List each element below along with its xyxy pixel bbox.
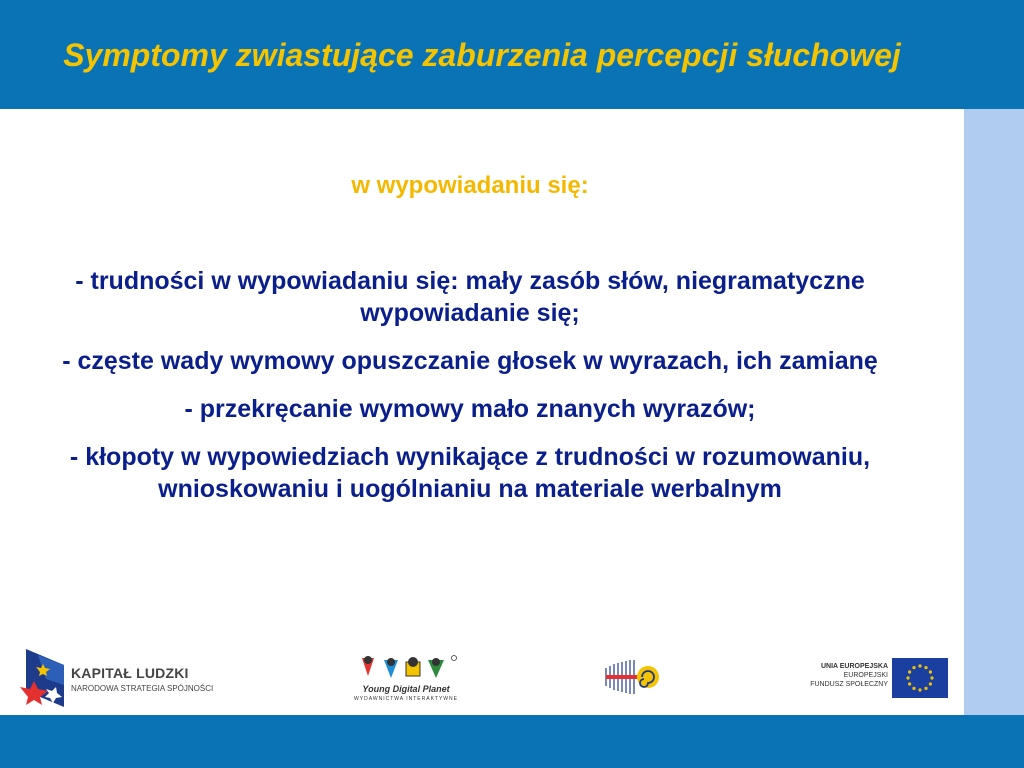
bullet-list [10, 265, 930, 505]
spiral-project-logo [604, 656, 660, 698]
kapital-ludzki-emblem-icon [16, 645, 66, 707]
header-corner [964, 0, 1024, 109]
right-decorative-strip [964, 109, 1024, 715]
ydp-figures-icon [350, 654, 462, 684]
eu-line-3: FUNDUSZ SPOŁECZNY [810, 681, 888, 688]
ydp-tagline: WYDAWNICTWA INTERAKTYWNE [354, 696, 458, 702]
young-digital-planet-logo [350, 654, 462, 704]
eu-line-2: EUROPEJSKI [843, 672, 888, 679]
spiral-icon [604, 656, 660, 698]
slide-header [0, 0, 964, 109]
bullet-item: - przekręcanie wymowy mało znanych wyrazów; [184, 395, 756, 423]
kapital-ludzki-name: KAPITAŁ LUDZKI [71, 665, 189, 681]
slide-title: Symptomy zwiastujące zaburzenia percepcji słuchowej [63, 36, 901, 73]
bullet-item: - kłopoty w wypowiedziach wynikające z trudności w rozumowaniu, wnioskowaniu i uogólnianiu na materiale werbalnym [69, 443, 871, 503]
eu-line-1: UNIA EUROPEJSKA [820, 663, 888, 670]
eu-flag-icon [892, 658, 948, 698]
slide-subtitle: w wypowiadaniu się: [351, 172, 589, 199]
eu-social-fund-logo [800, 656, 950, 700]
footer-bar [0, 715, 1024, 768]
bullet-item: - trudności w wypowiadaniu się: mały zasób słów, niegramatyczne wypowiadanie się; [75, 267, 865, 327]
ydp-name: Young Digital Planet [362, 684, 450, 694]
kapital-ludzki-logo [16, 645, 216, 707]
kapital-ludzki-tagline: NARODOWA STRATEGIA SPÓJNOŚCI [71, 684, 214, 693]
bullet-item: - częste wady wymowy opuszczanie głosek w wyrazach, ich zamianę [62, 347, 878, 375]
